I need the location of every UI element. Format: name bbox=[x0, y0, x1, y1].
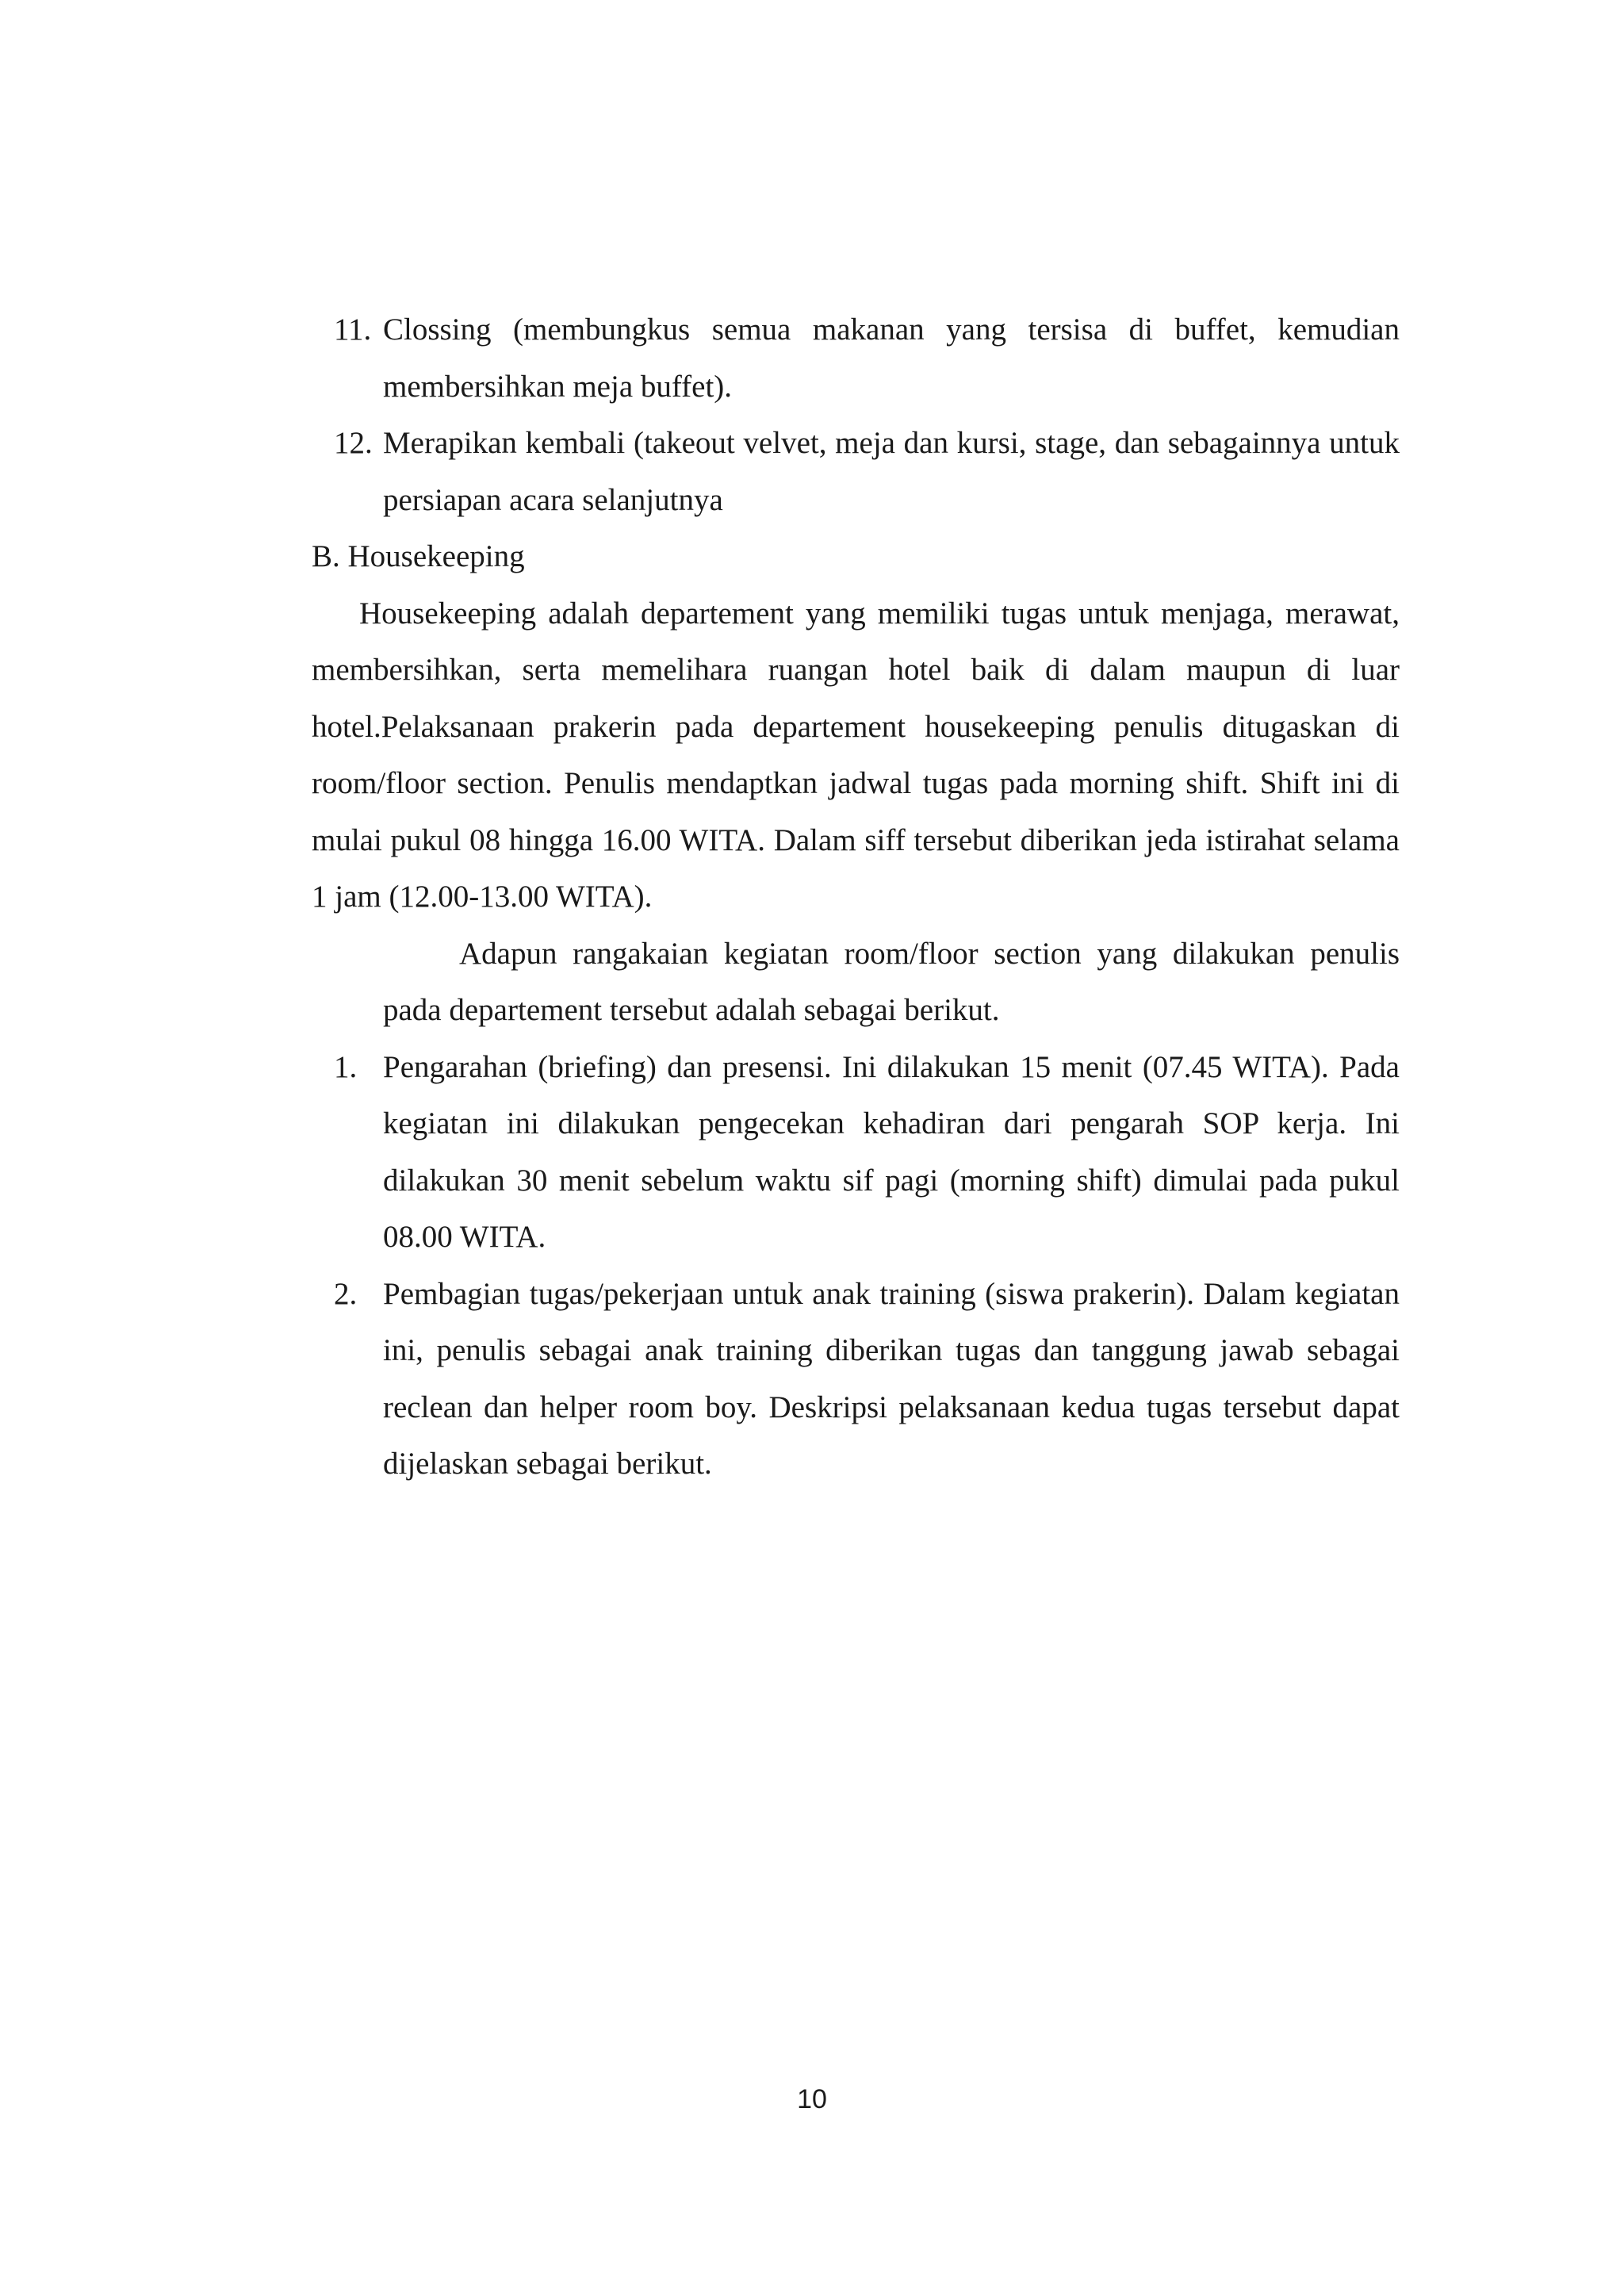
page-body bbox=[312, 301, 1400, 1493]
list-item-1 bbox=[312, 1039, 1400, 1266]
lead-in-paragraph: Adapun rangakaian kegiatan room/floor section yang dilakukan penulis pada departement tersebut adalah sebagai berikut. bbox=[383, 936, 1400, 1027]
list-item-text: Clossing (membungkus semua makanan yang tersisa di buffet, kemudian membersihkan meja buffet). bbox=[383, 312, 1400, 404]
list-item-text: Pembagian tugas/pekerjaan untuk anak training (siswa prakerin). Dalam kegiatan ini, penulis sebagai anak training diberikan tugas dan tanggung jawab sebagai reclean dan helper room boy. Deskripsi pelaksanaan kedua tugas tersebut dapat dijelaskan sebagai berikut. bbox=[383, 1276, 1400, 1481]
list-item-11 bbox=[312, 301, 1400, 415]
list-number: 1. bbox=[334, 1049, 358, 1084]
page-number: 10 bbox=[797, 2084, 827, 2114]
list-item-2 bbox=[312, 1266, 1400, 1493]
list-item-text: Pengarahan (briefing) dan presensi. Ini dilakukan 15 menit (07.45 WITA). Pada kegiatan ini dilakukan pengecekan kehadiran dari pengarah SOP kerja. Ini dilakukan 30 menit sebelum waktu sif pagi (morning shift) dimulai pada pukul 08.00 WITA. bbox=[383, 1049, 1400, 1254]
list-item-12 bbox=[312, 415, 1400, 528]
list-number: 11. bbox=[334, 312, 372, 347]
list-item-text: Merapikan kembali (takeout velvet, meja dan kursi, stage, dan sebagainnya untuk persiapan acara selanjutnya bbox=[383, 426, 1400, 517]
list-number: 2. bbox=[334, 1276, 358, 1311]
list-number: 12. bbox=[334, 426, 373, 460]
section-intro-paragraph: Housekeeping adalah departement yang memiliki tugas untuk menjaga, merawat, membersihkan, serta memelihara ruangan hotel baik di dalam maupun di luar hotel.Pelaksanaan prakerin pada departement housekeeping penulis ditugaskan di room/floor section. Penulis mendaptkan jadwal tugas pada morning shift. Shift ini di mulai pukul 08 hingga 16.00 WITA. Dalam siff tersebut diberikan jeda istirahat selama 1 jam (12.00-13.00 WITA). bbox=[312, 596, 1400, 914]
section-heading: B. Housekeeping bbox=[312, 539, 525, 573]
